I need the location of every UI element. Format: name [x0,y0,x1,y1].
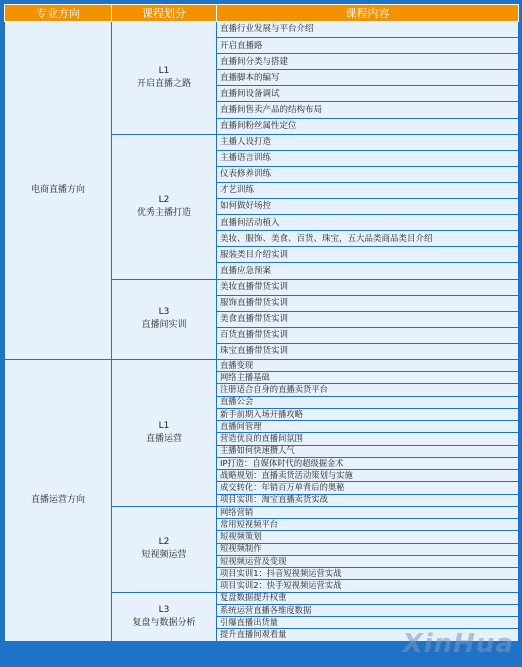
content-item: 项目实训2：快手短视频运营实战 [217,580,519,592]
course-cell [112,134,217,279]
course-name: 复盘与数据分析 [132,617,196,628]
watermark-logo: XinHua [402,629,514,659]
content-item: 引爆直播出货量 [217,617,519,629]
course-name: 优秀主播打造 [136,207,191,218]
content-item: 开启直播路 [217,38,519,54]
content-item: 注册适合自身的直播卖货平台 [217,384,519,396]
content-item: 网络营销 [217,506,519,518]
course-level: L1 [158,65,170,76]
course-cell [112,592,217,641]
course-cell [112,359,217,506]
content-item: 复盘数据提升权重 [217,592,519,604]
course-level: L3 [158,307,170,318]
course-level: L3 [158,604,170,615]
content-item: 新手前期入场开播攻略 [217,408,519,420]
content-item: 才艺训练 [217,182,519,198]
table-row [5,22,519,38]
content-item: 百货直播带货实训 [217,327,519,343]
content-item: 直播间分类与搭建 [217,54,519,70]
course-cell [112,22,217,135]
content-item: 服饰直播带货实训 [217,295,519,311]
direction-cell: 电商直播方向 [5,22,112,360]
content-item: 服装类目介绍实训 [217,247,519,263]
content-item: 提升直播间观看量 [217,629,519,641]
table-header-row [5,5,519,22]
content-item: 珠宝直播带货实训 [217,343,519,359]
content-item: 直播变现 [217,359,519,371]
direction-cell: 直播运营方向 [5,359,112,641]
course-name: 短视频运营 [141,550,187,561]
course-name: 开启直播之路 [136,78,191,89]
content-item: 项目实训1：抖音短视频运营实战 [217,568,519,580]
content-item: 短视频制作 [217,543,519,555]
content-item: 直播行业发展与平台介绍 [217,22,519,38]
content-item: 直播间售卖产品的结构布局 [217,102,519,118]
course-cell [112,279,217,359]
content-item: 主播人设打造 [217,134,519,150]
header-content: 课程内容 [217,5,519,22]
content-item: 直播间活动植入 [217,215,519,231]
content-item: 美食直播带货实训 [217,311,519,327]
course-level: L2 [158,194,170,205]
content-item: 如何做好场控 [217,199,519,215]
content-item: 直播间设备调试 [217,86,519,102]
content-item: 直播公会 [217,396,519,408]
course-name: 直播间实训 [141,320,187,331]
table-row [5,359,519,371]
content-item: 营造优良的直播间氛围 [217,433,519,445]
content-item: 主播语言训练 [217,150,519,166]
content-item: 直播间粉丝属性定位 [217,118,519,134]
content-item: 短视频策划 [217,531,519,543]
content-item: 直播间管理 [217,421,519,433]
course-name: 直播运营 [145,433,182,444]
content-item: 主播如何快速攒人气 [217,445,519,457]
content-item: 直播脚本的编写 [217,70,519,86]
course-table [4,4,519,642]
course-level: L2 [158,537,170,548]
content-item: 仪表修养训练 [217,166,519,182]
content-item: 美妆、服饰、美食、百货、珠宝，五大品类商品类目介绍 [217,231,519,247]
header-course: 课程划分 [112,5,217,22]
content-item: 成交转化：年销百万单背后的奥秘 [217,482,519,494]
content-item: 美妆直播带货实训 [217,279,519,295]
course-level: L1 [158,420,170,431]
content-item: 短视频运营及变现 [217,555,519,567]
content-item: 网络主播基础 [217,372,519,384]
header-direction: 专业方向 [5,5,112,22]
content-item: IP打造：自媒体时代的超级掘金术 [217,457,519,469]
content-item: 战略规划：直播卖货活动策划与实施 [217,470,519,482]
content-item: 系统运营直播各维度数据 [217,604,519,616]
content-item: 直播应急预案 [217,263,519,279]
course-cell [112,506,217,592]
content-item: 项目实训：淘宝直播卖货实战 [217,494,519,506]
content-item: 常用短视频平台 [217,519,519,531]
